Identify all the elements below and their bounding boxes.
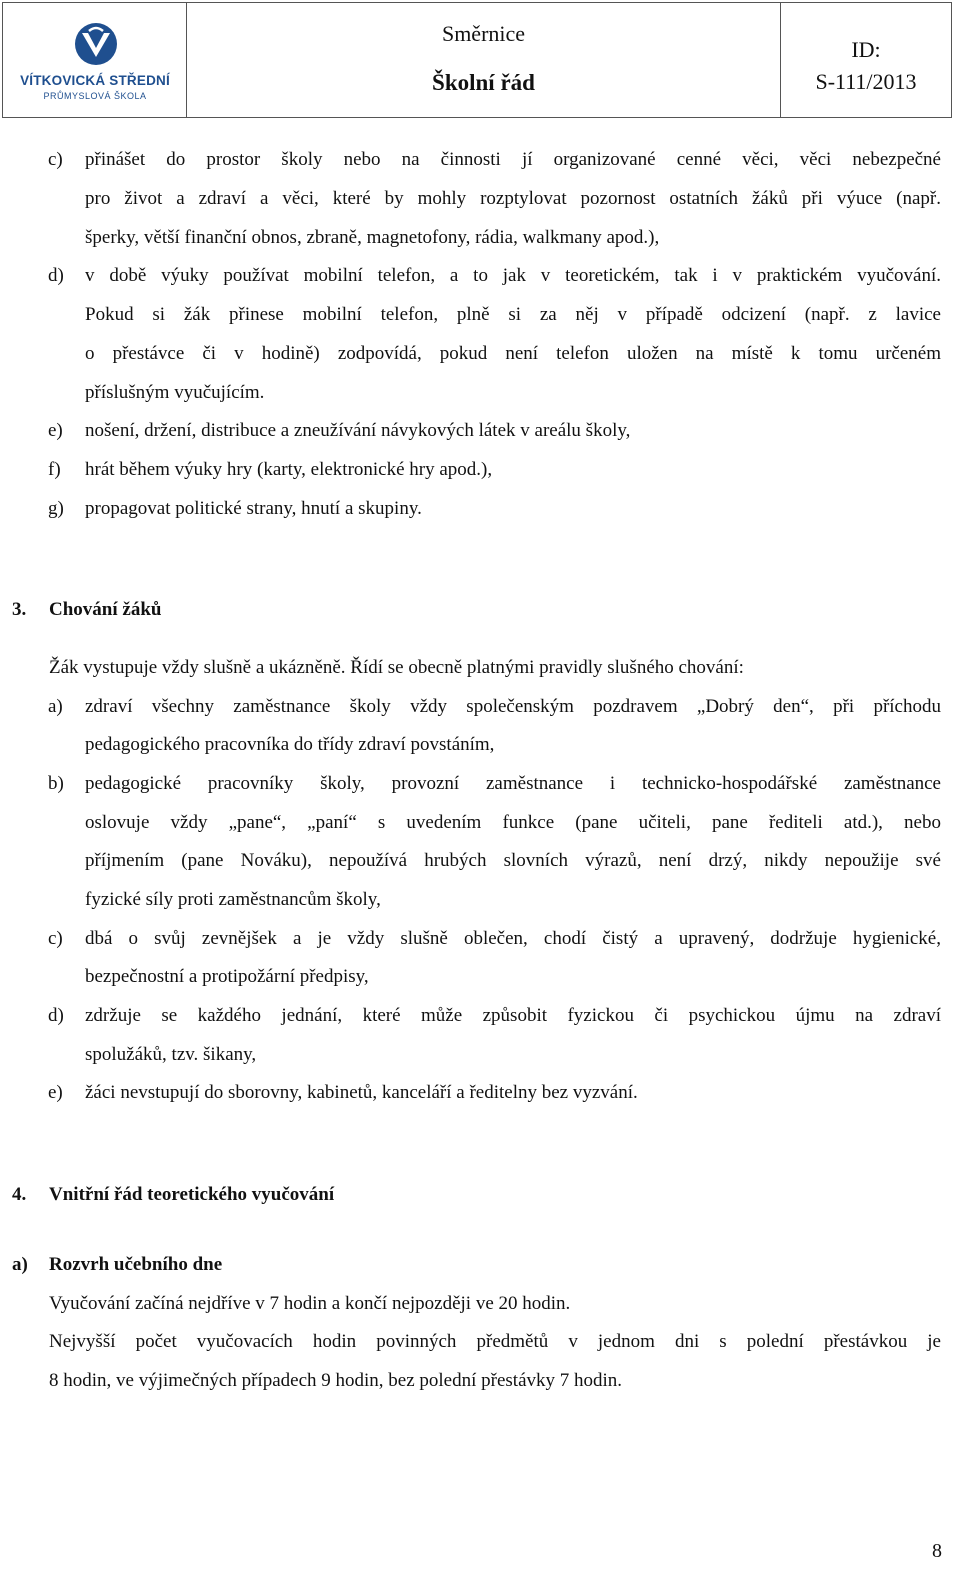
list-item-line: pedagogické pracovníky školy, provozní zaměstnance i technicko-hospodářské zaměstnance xyxy=(85,773,941,794)
list-label: c) xyxy=(48,928,63,949)
paragraph: Vyučování začíná nejdříve v 7 hodin a končí nejpozději ve 20 hodin. xyxy=(49,1293,571,1314)
list-label: c) xyxy=(48,149,63,170)
school-logo-cell xyxy=(3,3,187,117)
subsection-heading: Rozvrh učebního dne xyxy=(49,1254,223,1275)
paragraph-line: Nejvyšší počet vyučovacích hodin povinných předmětů v jednom dni s polední přestávkou je xyxy=(49,1331,941,1352)
header-title-cell xyxy=(187,3,781,117)
list-item-line: o přestávce či v hodině) zodpovídá, pokud není telefon uložen na místě k tomu určeném xyxy=(85,343,941,364)
list-label: a) xyxy=(48,696,63,717)
document-title: Školní řád xyxy=(432,70,535,95)
list-label: d) xyxy=(48,265,64,286)
section-heading: Chování žáků xyxy=(49,599,162,620)
list-label: b) xyxy=(48,773,64,794)
list-label: e) xyxy=(48,1082,63,1103)
list-item-line: zdraví všechny zaměstnance školy vždy společenským pozdravem „Dobrý den“, při příchodu xyxy=(85,696,941,717)
list-item-line: nošení, držení, distribuce a zneužívání návykových látek v areálu školy, xyxy=(85,420,631,441)
id-value: S-111/2013 xyxy=(815,69,917,94)
logo-school-name: VÍTKOVICKÁ STŘEDNÍ xyxy=(20,73,170,88)
id-label: ID: xyxy=(851,37,881,62)
page-number: 8 xyxy=(932,1540,942,1562)
list-item-line: fyzické síly proti zaměstnancům školy, xyxy=(85,889,381,910)
school-logo-icon xyxy=(73,21,119,67)
list-label: f) xyxy=(48,459,61,480)
paragraph: Žák vystupuje vždy slušně a ukázněně. Řídí se obecně platnými pravidly slušného chování: xyxy=(49,657,744,678)
document-header xyxy=(2,2,952,118)
document-type: Směrnice xyxy=(441,21,526,46)
logo-school-subtitle: PRŮMYSLOVÁ ŠKOLA xyxy=(43,91,147,101)
section-heading: Vnitřní řád teoretického vyučování xyxy=(49,1184,335,1205)
list-item-line: příjmením (pane Nováku), nepoužívá hrubých slovních výrazů, není drzý, nikdy nepoužije své xyxy=(85,850,941,871)
list-item-line: přinášet do prostor školy nebo na činnosti jí organizované cenné věci, věci nebezpečné xyxy=(85,149,941,170)
list-item-line: dbá o svůj zevnějšek a je vždy slušně oblečen, chodí čistý a upravený, dodržuje hygienické, xyxy=(85,928,941,949)
list-item-line: v době výuky používat mobilní telefon, a to jak v teoretickém, tak i v praktickém vyučování. xyxy=(85,265,941,286)
section-number: 4. xyxy=(12,1184,27,1205)
list-item-line: propagovat politické strany, hnutí a skupiny. xyxy=(85,498,422,519)
list-item-line: příslušným vyučujícím. xyxy=(85,382,265,403)
list-item-line: šperky, větší finanční obnos, zbraně, magnetofony, rádia, walkmany apod.), xyxy=(85,227,660,248)
list-label: d) xyxy=(48,1005,64,1026)
list-item-line: hrát během výuky hry (karty, elektronické hry apod.), xyxy=(85,459,493,480)
subsection-label: a) xyxy=(12,1254,28,1275)
paragraph-line: 8 hodin, ve výjimečných případech 9 hodin, bez polední přestávky 7 hodin. xyxy=(49,1370,623,1391)
list-item-line: žáci nevstupují do sborovny, kabinetů, kanceláří a ředitelny bez vyzvání. xyxy=(85,1082,638,1103)
list-item-line: bezpečnostní a protipožární předpisy, xyxy=(85,966,369,987)
header-id-cell xyxy=(781,3,951,117)
list-item-line: spolužáků, tzv. šikany, xyxy=(85,1044,257,1065)
list-item-line: pro život a zdraví a věci, které by mohly rozptylovat pozornost ostatních žáků při výuce (např. xyxy=(85,188,941,209)
list-item-line: Pokud si žák přinese mobilní telefon, plně si za něj v případě odcizení (např. z lavice xyxy=(85,304,941,325)
list-label: g) xyxy=(48,498,64,519)
list-label: e) xyxy=(48,420,63,441)
list-item-line: pedagogického pracovníka do třídy zdraví povstáním, xyxy=(85,734,495,755)
list-item-line: zdržuje se každého jednání, které může způsobit fyzickou či psychickou újmu na zdraví xyxy=(85,1005,941,1026)
section-number: 3. xyxy=(12,599,27,620)
list-item-line: oslovuje vždy „pane“, „paní“ s uvedením funkce (pane učiteli, pane řediteli atd.), nebo xyxy=(85,812,941,833)
